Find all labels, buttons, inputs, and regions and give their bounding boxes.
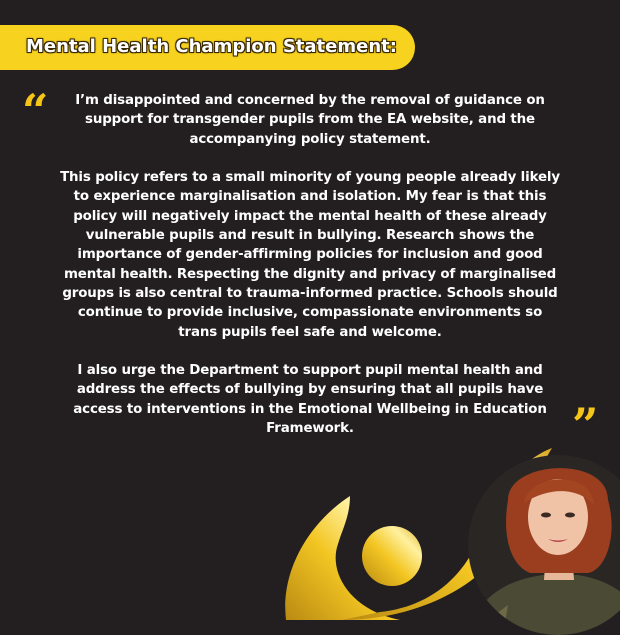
statement-text [58, 91, 562, 458]
statement-paragraph-3: I also urge the Department to support pupil mental health and address the effects of bullying by ensuring that all pupils have access to interventions in the Emotional Wellbeing in Education Framework. [73, 363, 547, 437]
header-banner [0, 25, 415, 70]
statement-paragraph-1: I’m disappointed and concerned by the removal of guidance on support for transgender pupils from the EA website, and the accompanying policy statement. [75, 93, 545, 147]
open-quote-icon: “ [22, 84, 49, 138]
header-title: Mental Health Champion Statement: [26, 36, 397, 57]
close-quote-icon: ” [572, 398, 599, 452]
statement-paragraph-2: This policy refers to a small minority of young people already likely to experience marginalisation and isolation. My fear is that this policy will negatively impact the mental health of these already vulnerable pupils and result in bullying. Research shows the importance of gender-affirming policies for inclusion and good mental health. Respecting the dignity and privacy of marginalised groups is also central to trauma-informed practice. Schools should continue to provide inclusive, compassionate environments so trans pupils feel safe and welcome. [60, 170, 560, 340]
